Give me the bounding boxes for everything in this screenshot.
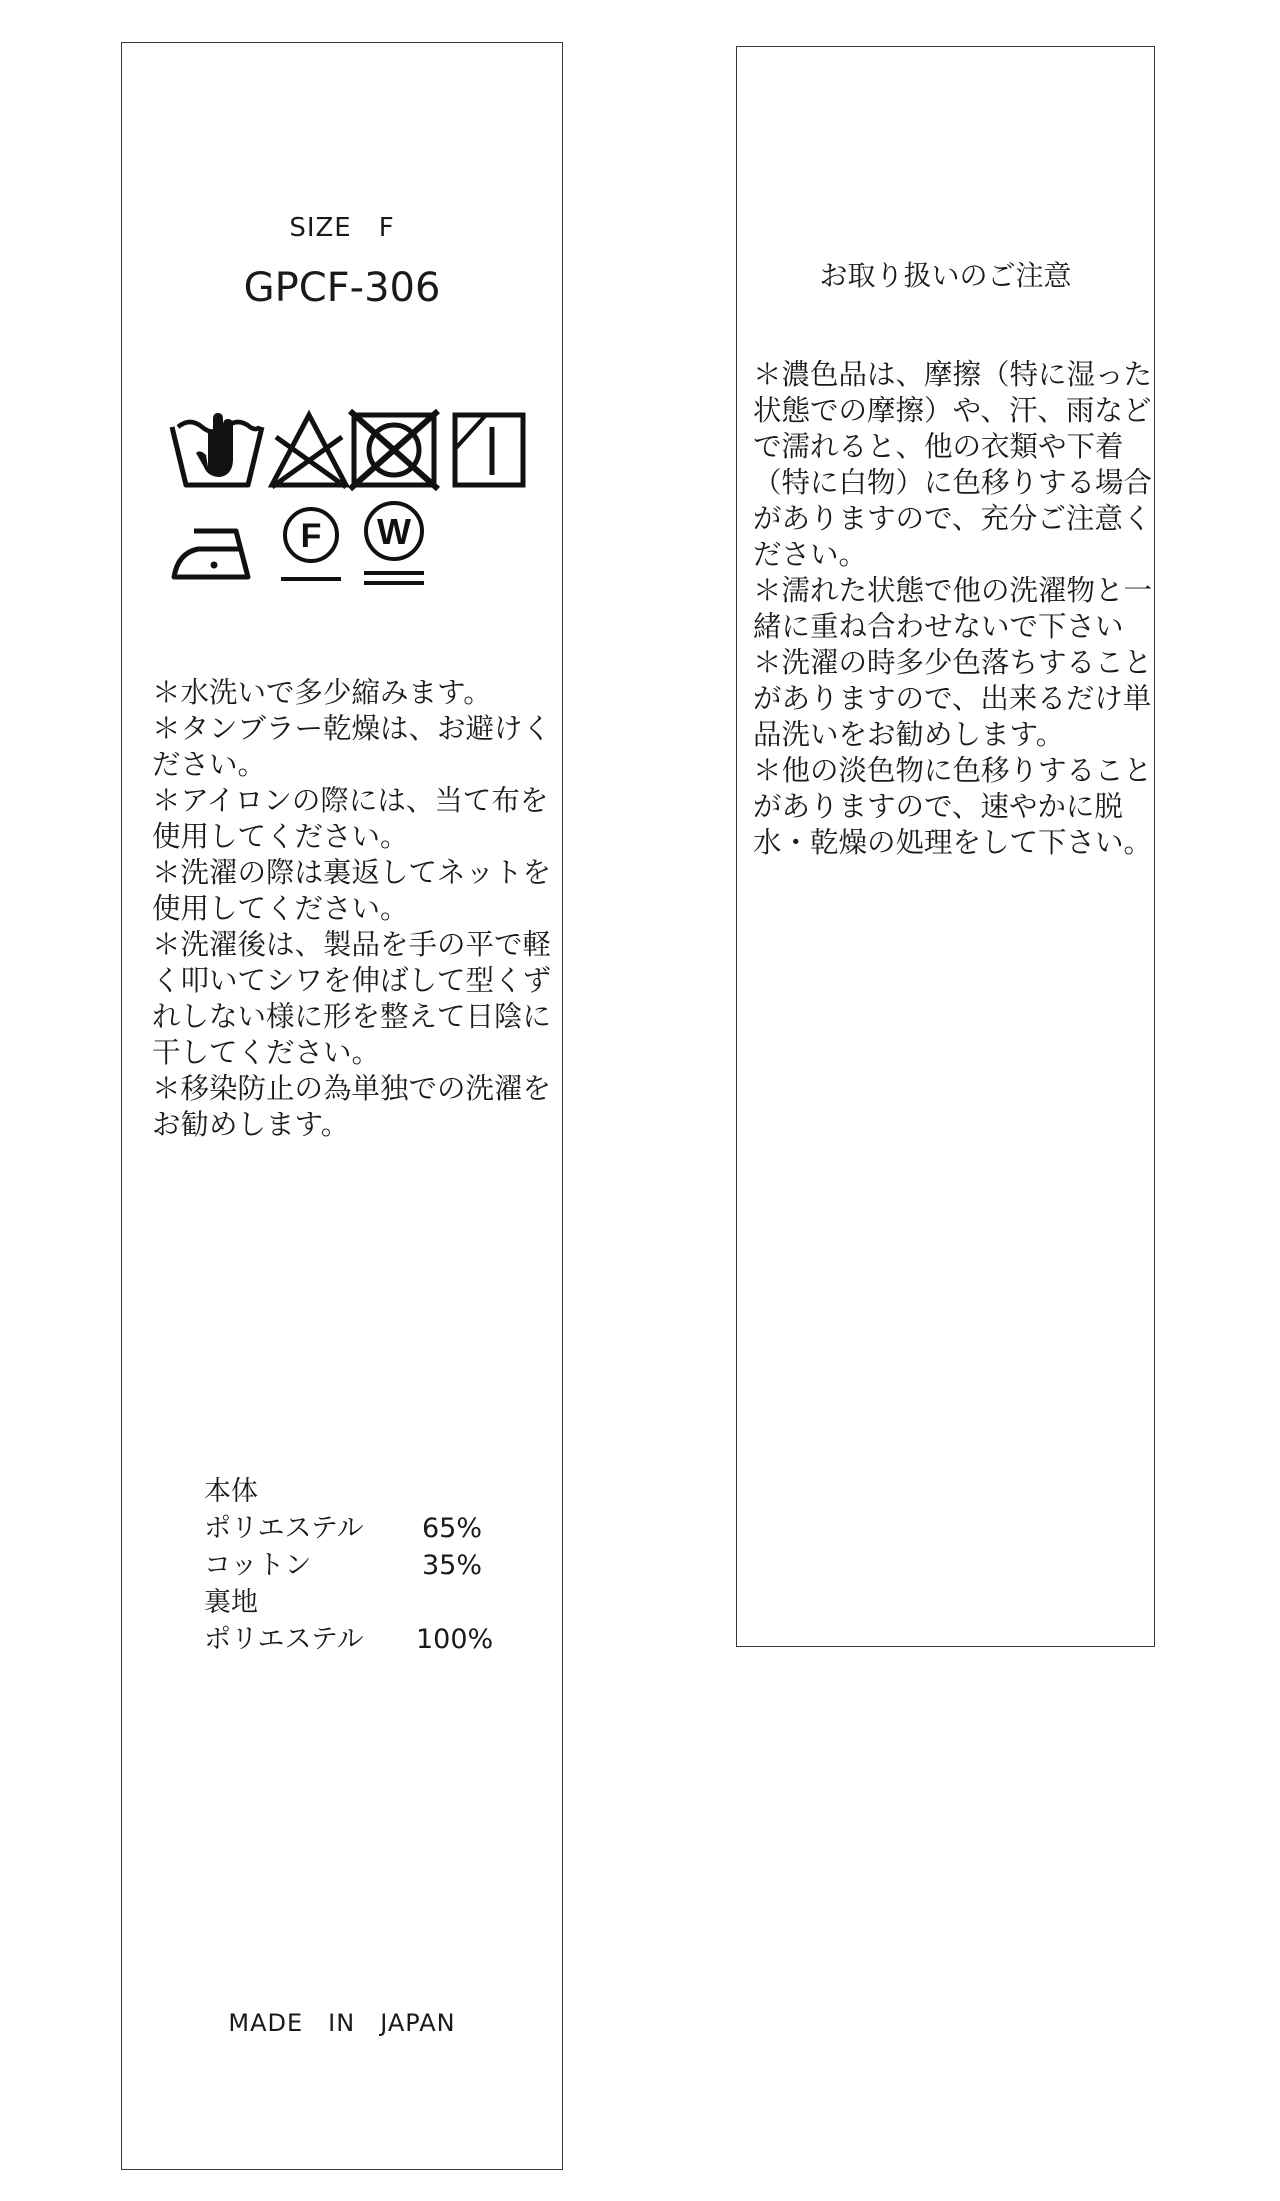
care-label-left — [121, 42, 563, 2170]
care-note: ＊タンブラー乾燥は、お避けください。 — [152, 712, 552, 781]
svg-text:W: W — [377, 511, 411, 552]
material-percent: 35% — [421, 1550, 482, 1581]
no-bleach-icon — [266, 409, 352, 491]
care-note: ＊水洗いで多少縮みます。 — [152, 676, 492, 709]
material-percent: 65% — [421, 1513, 482, 1544]
care-symbols — [168, 405, 528, 615]
wet-clean-icon — [356, 497, 432, 597]
material-percent: 100% — [416, 1624, 494, 1655]
care-label-right — [736, 46, 1155, 1647]
hand-wash-icon — [168, 405, 266, 495]
handling-title: お取り扱いのご注意 — [819, 259, 1072, 292]
handling-note: ＊他の淡色物に色移りすることがありますので、速やかに脱水・乾燥の処理をして下さい。 — [753, 754, 1153, 859]
handling-notes-list — [753, 357, 1153, 861]
material-name: ポリエステル — [204, 1624, 364, 1655]
iron-icon — [170, 523, 266, 587]
material-row — [204, 1547, 524, 1584]
material-name: ポリエステル — [204, 1513, 364, 1544]
handling-note: ＊洗濯の時多少色落ちすることがありますので、出来るだけ単品洗いをお勧めします。 — [753, 646, 1153, 751]
dry-clean-f-icon — [276, 501, 346, 591]
material-row — [204, 1621, 524, 1658]
material-row — [204, 1510, 524, 1547]
body-heading: 本体 — [204, 1476, 258, 1507]
handling-note: ＊濃色品は、摩擦（特に湿った状態での摩擦）や、汗、雨などで濡れると、他の衣類や下着（特に白物）に色移りする場合がありますので、充分ご注意ください。 — [753, 358, 1153, 571]
care-note: ＊洗濯後は、製品を手の平で軽く叩いてシワを伸ばして型くずれしない様に形を整えて日陰に干してください。 — [152, 928, 552, 1069]
care-note: ＊アイロンの際には、当て布を使用してください。 — [152, 784, 549, 853]
size-text: SIZE F — [289, 213, 395, 243]
no-tumble-dry-icon — [348, 409, 440, 491]
care-note: ＊移染防止の為単独での洗濯をお勧めします。 — [152, 1072, 552, 1141]
model-number: GPCF-306 — [243, 265, 441, 311]
made-in-text: MADE IN JAPAN — [228, 2009, 456, 2037]
material-composition — [204, 1473, 524, 1658]
care-notes-list — [152, 675, 552, 1143]
care-note: ＊洗濯の際は裏返してネットを使用してください。 — [152, 856, 552, 925]
material-name: コットン — [204, 1550, 312, 1581]
shade-dry-icon — [452, 409, 526, 491]
svg-text:F: F — [300, 517, 322, 555]
handling-note: ＊濡れた状態で他の洗濯物と一緒に重ね合わせないで下さい — [753, 574, 1153, 643]
lining-heading: 裏地 — [204, 1587, 258, 1618]
